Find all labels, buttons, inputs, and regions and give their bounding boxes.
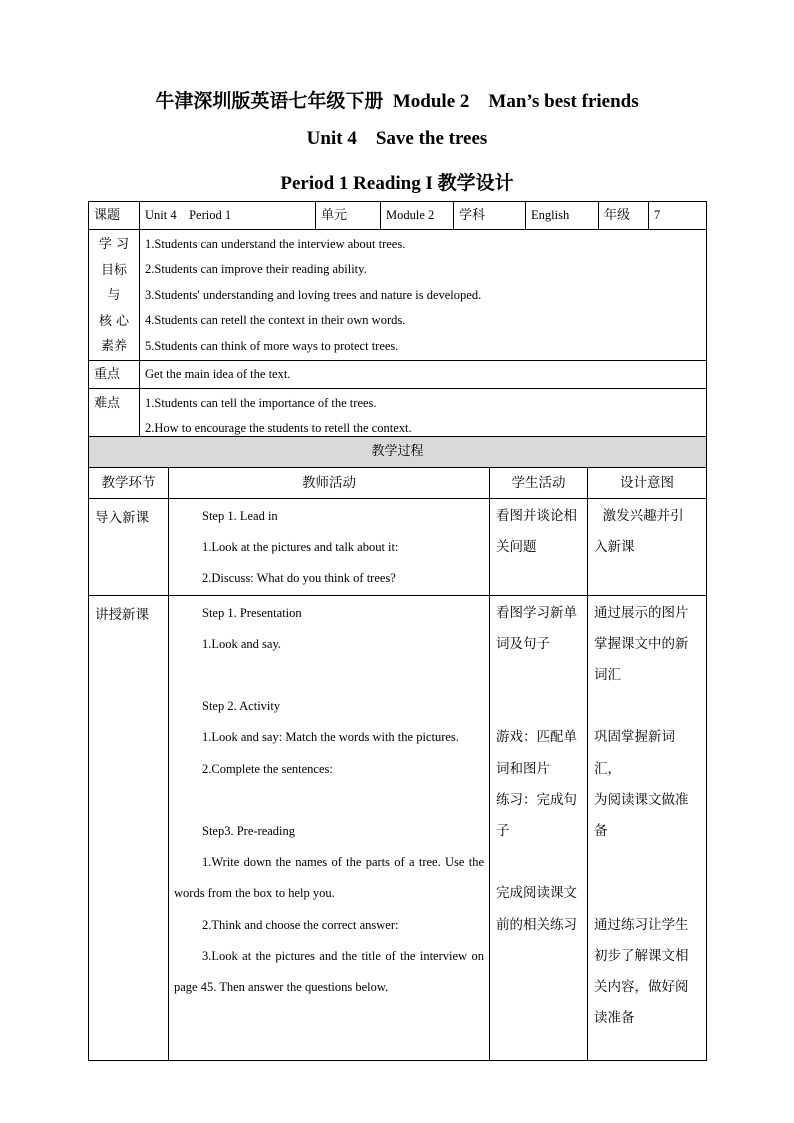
difficulty-list — [140, 388, 707, 441]
difficulty-label: 难点 — [89, 388, 140, 441]
step-heading: Step3. Pre-reading — [202, 824, 296, 838]
teacher-item: 1.Look at the pictures and talk about it: — [202, 540, 399, 555]
student-activity-lead-in — [490, 499, 588, 596]
goals-label-line: 素养 — [100, 339, 127, 355]
teacher-activity-teaching — [169, 595, 490, 1060]
goal-item: 3.Students' understanding and loving trees and nature is developed. — [145, 287, 482, 302]
column-header-teacher: 教师活动 — [169, 468, 490, 499]
student-line: 练习：完成句 — [496, 791, 577, 808]
column-header-intent: 设计意图 — [588, 468, 707, 499]
document-title: 牛津深圳版英语七年级下册 Module 2 Man’s best friends — [155, 91, 639, 112]
goals-label — [89, 230, 140, 361]
student-line: 词及句子 — [496, 635, 550, 652]
intent-line: 读准备 — [594, 1010, 635, 1027]
goal-item: 1.Students can understand the interview about trees. — [145, 237, 406, 251]
key-point-label: 重点 — [89, 360, 140, 388]
stage-lead-in: 导入新课 — [89, 499, 169, 596]
goals-label-line: 核 心 — [98, 313, 130, 329]
grade-value: 7 — [649, 202, 707, 230]
goal-item: 2.Students can improve their reading ability. — [145, 262, 367, 277]
teacher-item: 2.Think and choose the correct answer: — [202, 917, 399, 932]
design-intent-teaching — [588, 595, 707, 1060]
intent-line: 通过练习让学生 — [594, 916, 689, 933]
goals-label-line: 学 习 — [98, 237, 130, 252]
unit-title: Unit 4 Save the trees — [306, 128, 488, 149]
topic-value: Unit 4 Period 1 — [140, 202, 316, 230]
intent-line: 初步了解课文相 — [594, 947, 689, 964]
goal-item: 4.Students can retell the context in their own words. — [145, 313, 406, 328]
difficulty-item: 2.How to encourage the students to retell the context. — [145, 420, 412, 435]
subject-value: English — [526, 202, 599, 230]
teacher-item: 2.Complete the sentences: — [202, 761, 333, 776]
student-line: 词和图片 — [496, 760, 550, 777]
grade-label: 年级 — [599, 202, 649, 230]
teacher-item: 1.Look and say. — [202, 636, 282, 651]
step-heading: Step 1. Lead in — [202, 509, 278, 523]
intent-line: 为阅读课文做准 — [594, 791, 689, 808]
process-header: 教学过程 — [89, 437, 707, 468]
student-line: 看图学习新单 — [496, 604, 577, 621]
teaching-process-table — [88, 436, 707, 1061]
period-title: Period 1 Reading I 教学设计 — [280, 173, 514, 194]
student-line: 完成阅读课文 — [496, 885, 577, 902]
intent-line: 词汇 — [594, 667, 621, 684]
intent-line: 关内容，做好阅 — [594, 979, 689, 995]
teacher-item: 1.Write down the names of the parts of a tree. Use the words from the box to help you. — [174, 855, 484, 901]
goals-label-line: 目标 — [100, 262, 127, 278]
intent-line: 入新课 — [594, 539, 635, 556]
student-line: 关问题 — [496, 539, 537, 556]
lesson-info-table — [88, 201, 707, 442]
student-line: 前的相关练习 — [496, 916, 577, 933]
subject-label: 学科 — [454, 202, 526, 230]
unit-value: Module 2 — [381, 202, 454, 230]
intent-line: 巩固掌握新词汇， — [594, 729, 675, 777]
intent-line: 掌握课文中的新 — [594, 635, 689, 652]
goal-item: 5.Students can think of more ways to protect trees. — [145, 338, 399, 353]
difficulty-item: 1.Students can tell the importance of the trees. — [145, 395, 377, 410]
teacher-item: 3.Look at the pictures and the title of the interview on page 45. Then answer the questions below. — [174, 948, 484, 995]
lead-in-row — [89, 499, 707, 596]
teacher-item: 2.Discuss: What do you think of trees? — [202, 571, 396, 586]
step-heading: Step 1. Presentation — [202, 605, 302, 620]
student-activity-teaching — [490, 595, 588, 1060]
topic-label: 课题 — [89, 202, 140, 230]
teaching-row — [89, 595, 707, 1060]
column-header-student: 学生活动 — [490, 468, 588, 499]
unit-label: 单元 — [316, 202, 381, 230]
teacher-item: 1.Look and say: Match the words with the pictures. — [202, 730, 459, 745]
column-header-stage: 教学环节 — [89, 468, 169, 499]
intent-line: 备 — [594, 823, 608, 840]
student-line: 子 — [496, 823, 510, 839]
key-point-text: Get the main idea of the text. — [140, 360, 707, 388]
intent-line: 通过展示的图片 — [594, 604, 689, 621]
step-heading: Step 2. Activity — [202, 699, 281, 714]
goals-label-line: 与 — [107, 288, 121, 304]
student-line: 游戏：匹配单 — [496, 729, 577, 746]
stage-teaching: 讲授新课 — [89, 595, 169, 1060]
intent-line: 激发兴趣并引 — [594, 508, 684, 524]
student-line: 看图并谈论相 — [496, 508, 577, 524]
teacher-activity-lead-in — [169, 499, 490, 596]
design-intent-lead-in — [588, 499, 707, 596]
goals-list — [140, 230, 707, 361]
